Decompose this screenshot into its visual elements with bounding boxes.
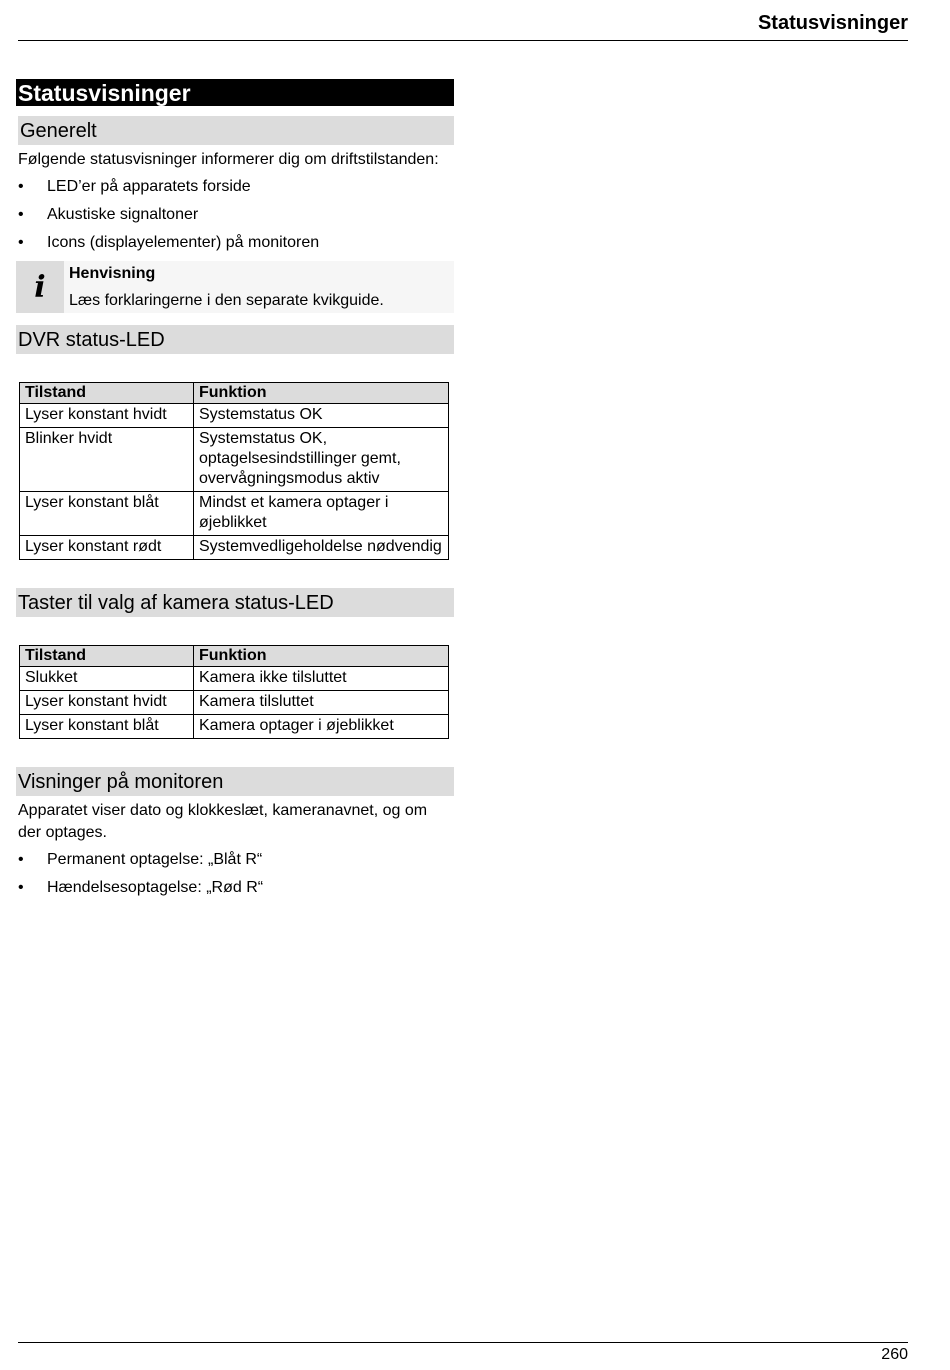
table-cell: Mindst et kamera optager i øjeblikket [194, 492, 449, 536]
table-row [20, 667, 449, 691]
chapter-title: Statusvisninger [16, 79, 454, 106]
note-box [16, 261, 454, 313]
generelt-intro: Følgende statusvisninger informerer dig om driftstilstanden: [18, 151, 439, 168]
table-cell: Lyser konstant hvidt [20, 404, 194, 428]
monitor-bullet-list [16, 850, 454, 898]
table-cell: Lyser konstant blåt [20, 715, 194, 739]
list-item: • Permanent optagelse: „Blåt R“ [16, 850, 454, 870]
section-heading-generelt: Generelt [18, 116, 454, 145]
note-text: Læs forklaringerne i den separate kvikguide. [69, 292, 384, 309]
camera-led-table [19, 645, 449, 739]
table-cell: Systemstatus OK [194, 404, 449, 428]
table-cell: Systemstatus OK, optagelsesindstillinger gemt, overvågningsmodus aktiv [194, 428, 449, 492]
running-header-title: Statusvisninger [757, 12, 908, 34]
table-header-row [20, 383, 449, 404]
column-header-tilstand: Tilstand [20, 646, 194, 667]
table-cell: Lyser konstant rødt [20, 536, 194, 560]
table-row [20, 715, 449, 739]
table-cell: Kamera tilsluttet [194, 691, 449, 715]
note-content [64, 261, 384, 313]
section-heading-taster: Taster til valg af kamera status-LED [16, 588, 454, 617]
table-row [20, 428, 449, 492]
content-column [16, 79, 454, 906]
list-item: • LED’er på apparatets forside [16, 177, 454, 197]
table-row [20, 536, 449, 560]
list-item: • Hændelsesoptagelse: „Rød R“ [16, 878, 454, 898]
page-number: 260 [881, 1346, 908, 1363]
table-cell: Systemvedligeholdelse nødvendig [194, 536, 449, 560]
table-cell: Lyser konstant blåt [20, 492, 194, 536]
table-cell: Blinker hvidt [20, 428, 194, 492]
column-header-funktion: Funktion [194, 646, 449, 667]
list-item: • Akustiske signaltoner [16, 205, 454, 225]
dvr-status-table [19, 382, 449, 560]
table-cell: Slukket [20, 667, 194, 691]
list-item: • Icons (displayelementer) på monitoren [16, 233, 454, 253]
info-icon: i [16, 261, 64, 313]
page-header [18, 8, 908, 41]
table-row [20, 404, 449, 428]
note-title: Henvisning [69, 265, 156, 282]
table-cell: Kamera ikke tilsluttet [194, 667, 449, 691]
table-row [20, 492, 449, 536]
section-heading-dvr: DVR status-LED [16, 325, 454, 354]
column-header-tilstand: Tilstand [20, 383, 194, 404]
monitor-intro: Apparatet viser dato og klokkeslæt, kameranavnet, og om der optages. [18, 802, 428, 841]
column-header-funktion: Funktion [194, 383, 449, 404]
section-heading-monitor: Visninger på monitoren [16, 767, 454, 796]
page-footer [18, 1342, 908, 1363]
table-cell: Lyser konstant hvidt [20, 691, 194, 715]
table-header-row [20, 646, 449, 667]
table-cell: Kamera optager i øjeblikket [194, 715, 449, 739]
generelt-bullet-list [16, 177, 454, 253]
table-row [20, 691, 449, 715]
